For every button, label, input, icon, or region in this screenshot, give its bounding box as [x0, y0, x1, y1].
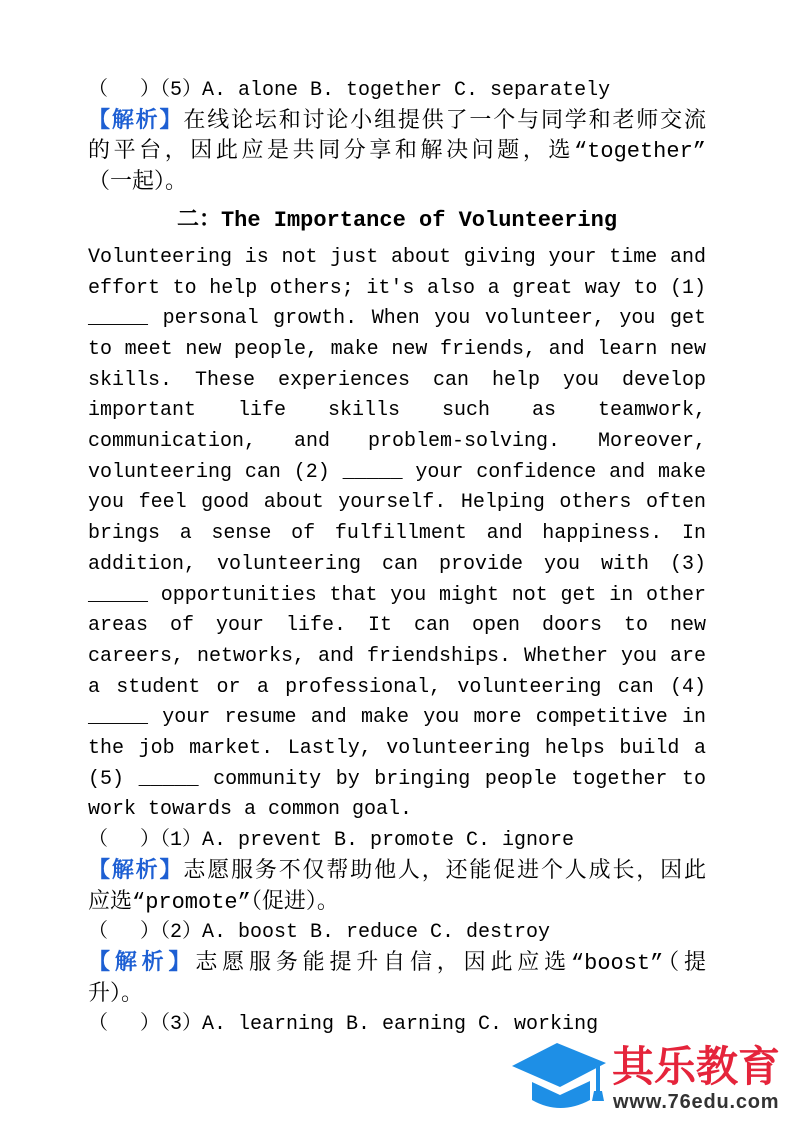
section-title: 二：The Importance of Volunteering [176, 207, 618, 233]
analysis-label: 【解析】 [88, 108, 184, 134]
question-3-options: （ ）（3）A. learning B. earning C. working [88, 1013, 599, 1037]
brand-url: www.76edu.com [613, 1091, 780, 1113]
analysis-line [88, 949, 706, 980]
analysis-text: 在线论坛和讨论小组提供了一个与同学和老师交流 [183, 108, 706, 134]
analysis-line: 应选“promote”（促进）。 [88, 889, 339, 915]
question-5-analysis [88, 107, 706, 199]
analysis-line: （一起）。 [88, 170, 188, 196]
analysis-label: 【解析】 [88, 950, 196, 976]
question-3 [88, 1010, 706, 1041]
question-1 [88, 826, 706, 918]
analysis-line: 升）。 [88, 981, 144, 1007]
document-body [88, 76, 706, 1041]
question-1-options: （ ）（1）A. prevent B. promote C. ignore [88, 829, 575, 853]
analysis-line: 的平台，因此应是共同分享和解决问题，选“together” [88, 139, 706, 165]
question-2-options: （ ）（2）A. boost B. reduce C. destroy [88, 921, 551, 945]
analysis-line [88, 107, 706, 138]
question-5-options: （ ）（5）A. alone B. together C. separately [88, 79, 611, 102]
question-2 [88, 918, 706, 1010]
cap-tassel-cord [596, 1066, 600, 1092]
analysis-text: 志愿服务不仅帮助他人，还能促进个人成长，因此 [183, 858, 706, 884]
question-2-analysis [88, 949, 706, 1010]
analysis-label: 【解析】 [88, 858, 184, 884]
cap-tassel-tip [592, 1091, 604, 1101]
graduation-cap-icon [508, 1040, 608, 1112]
question-5 [88, 76, 706, 199]
reading-passage: Volunteering is not just about giving your time and effort to help others; it's also a great way to (1) _____ personal growth. When you volunteer, you get to meet new people, make new friends, and learn new skills. These experiences can help you develop important life skills such as teamwork, communication, and problem-solving. Moreover, volunteering can (2) _____ your confidence and make you feel good about yourself. Helping others often brings a sense of fulfillment and happiness. In addition, volunteering can provide you with (3) _____ opportunities that you might not get in other areas of your life. It can open doors to new careers, networks, and friendships. Whether you are a student or a professional, volunteering can (4) _____ your resume and make you more competitive in the job market. Lastly, volunteering helps build a (5) _____ community by bringing people together to work towards a common goal. [88, 245, 706, 822]
brand-name: 其乐教育 [612, 1042, 781, 1091]
analysis-text: 志愿服务能提升自信，因此应选“boost”（提 [195, 950, 706, 976]
analysis-line [88, 857, 706, 888]
cap-board [512, 1043, 606, 1087]
question-1-analysis [88, 857, 706, 918]
